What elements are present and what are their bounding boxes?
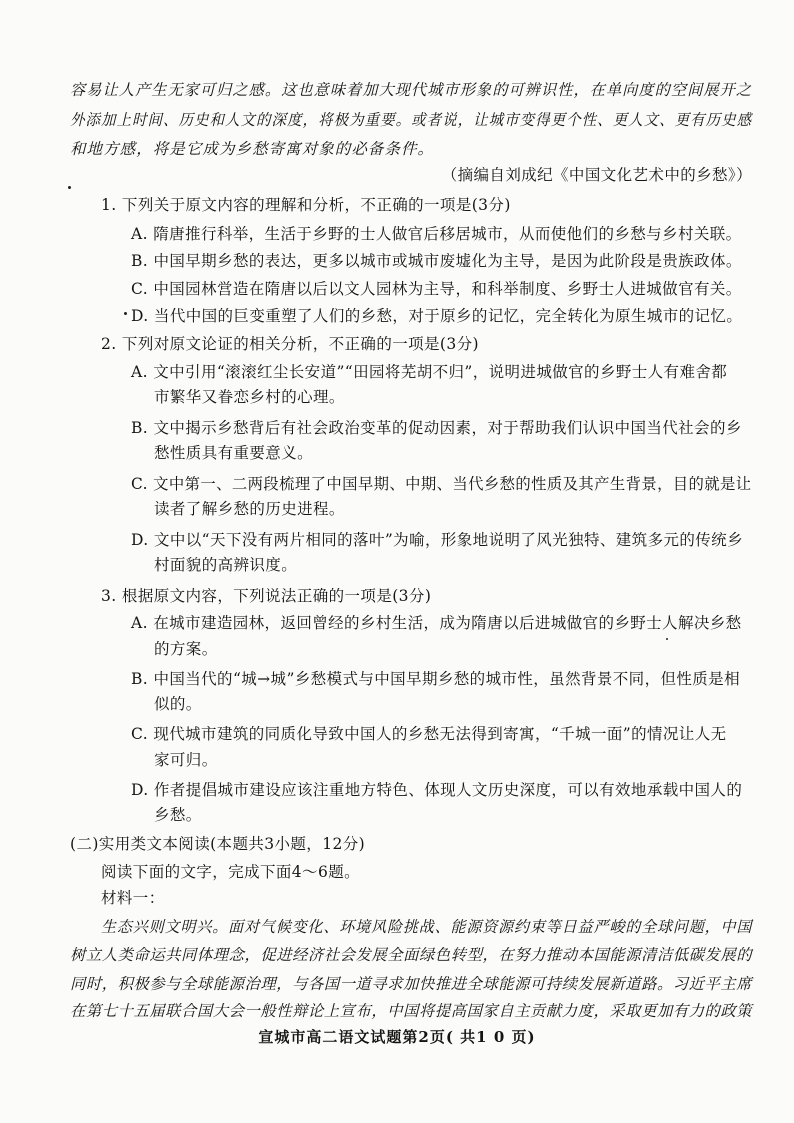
question-3-stem: 3. 根据原文内容，下列说法正确的一项是(3分) xyxy=(101,587,432,605)
question-3-option-c-cont: 家可归。 xyxy=(154,751,218,769)
question-2-option-d-cont: 村面貌的高辨识度。 xyxy=(154,556,298,574)
question-3-option-d-cont: 乡愁。 xyxy=(154,806,202,824)
question-2-option-b: B. 文中揭示乡愁背后有社会政治变革的促动因素，对于帮助我们认识中国当代社会的乡 xyxy=(131,419,742,437)
question-1-option-b: B. 中国早期乡愁的表达，更多以城市或城市废墟化为主导，是因为此阶段是贵族政体。 xyxy=(131,252,742,270)
question-2-option-b-cont: 愁性质具有重要意义。 xyxy=(154,444,314,462)
material-line-2: 树立人类命运共同体理念，促进经济社会发展全面绿色转型，在努力推动本国能源清洁低碳发展的 xyxy=(70,946,753,964)
question-1-option-a: A. 隋唐推行科举，生活于乡野的士人做官后移居城市，从而使他们的乡愁与乡村关联。 xyxy=(131,225,742,243)
section-2-instruction: 阅读下面的文字，完成下面4～6题。 xyxy=(101,863,361,881)
question-3-option-c: C. 现代城市建筑的同质化导致中国人的乡愁无法得到寄寓，“千城一面”的情况让人无 xyxy=(131,725,727,743)
scan-speck xyxy=(68,186,71,189)
question-1-stem: 1. 下列关于原文内容的理解和分析，不正确的一项是(3分) xyxy=(101,196,511,214)
intro-line-2: 外添加上时间、历史和人文的深度，将极为重要。或者说，让城市变得更个性、更人文、更有历史感 xyxy=(70,111,753,129)
question-2-option-a: A. 文中引用“滚滚红尘长安道”“田园将芜胡不归”，说明进城做官的乡野士人有难舍都 xyxy=(131,363,728,381)
material-1-label: 材料一： xyxy=(101,889,165,907)
question-2-option-c-cont: 读者了解乡愁的历史进程。 xyxy=(154,500,345,518)
scan-speck xyxy=(666,638,668,640)
question-2-stem: 2. 下列对原文论证的相关分析，不正确的一项是(3分) xyxy=(101,335,479,353)
intro-line-3: 和地方感，将是它成为乡愁寄寓对象的必备条件。 xyxy=(70,140,435,158)
material-line-1: 生态兴则文明兴。面对气候变化、环境风险挑战、能源资源约束等日益严峻的全球问题，中国 xyxy=(101,918,753,936)
question-3-option-b: B. 中国当代的“城→城”乡愁模式与中国早期乡愁的城市性，虽然背景不同，但性质是相 xyxy=(131,670,740,688)
question-1-option-d: D. 当代中国的巨变重塑了人们的乡愁，对于原乡的记忆，完全转化为原生城市的记忆。 xyxy=(131,307,743,325)
material-line-4: 在第七十五届联合国大会一般性辩论上宣布，中国将提高国家自主贡献力度，采取更加有力的政策 xyxy=(70,1002,753,1020)
source-citation: （摘编自刘成纪《中国文化艺术中的乡愁》） xyxy=(441,166,752,184)
scan-speck xyxy=(124,312,127,315)
material-line-3: 同时，积极参与全球能源治理，与各国一道寻求加快推进全球能源可持续发展新道路。习近平主席 xyxy=(70,975,753,993)
question-1-option-c: C. 中国园林営造在隋唐以后以文人园林为主导，和科举制度、乡野士人进城做官有关。 xyxy=(131,280,742,298)
question-3-option-a: A. 在城市建造园林，返回曾经的乡村生活，成为隋唐以后进城做官的乡野士人解决乡愁 xyxy=(131,614,742,632)
section-2-heading: (二)实用类文本阅读(本题共3小题，12分) xyxy=(70,835,366,853)
question-3-option-a-cont: 的方案。 xyxy=(154,640,218,658)
intro-line-1: 容易让人产生无家可归之感。这也意味着加大现代城市形象的可辨识性，在单向度的空间展开之 xyxy=(70,81,753,99)
question-2-option-c: C. 文中第一、二两段梳理了中国早期、中期、当代乡愁的性质及其产生背景，目的就是让 xyxy=(131,475,752,493)
page-footer: 宣城市高二语文试题第2页( 共1 0 页) xyxy=(258,1028,536,1046)
question-3-option-d: D. 作者提倡城市建设应该注重地方特色、体现人文历史深度，可以有效地承载中国人的 xyxy=(131,781,743,799)
question-3-option-b-cont: 似的。 xyxy=(154,695,202,713)
question-2-option-a-cont: 市繁华又眷恋乡村的心理。 xyxy=(154,388,345,406)
question-2-option-d: D. 文中以“天下没有两片相同的落叶”为喻，形象地说明了风光独特、建筑多元的传统乡 xyxy=(131,531,743,549)
